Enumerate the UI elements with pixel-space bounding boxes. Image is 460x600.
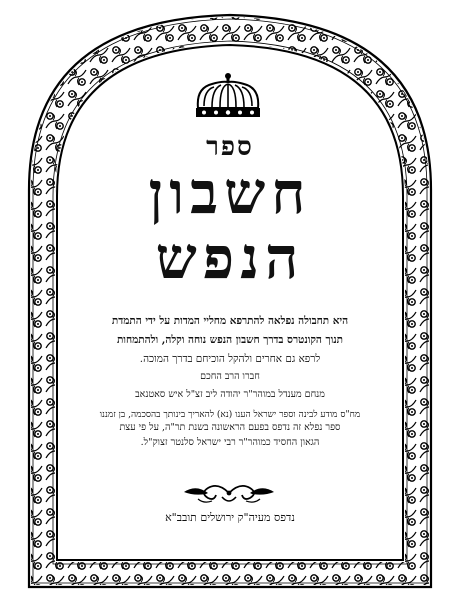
author-name: מנחם מענדל במוהר"ר יהודה ליב זצ"ל איש סאטנאב [135,389,325,400]
book-label: ספר [206,132,254,162]
edition-note-line-2: הגאון החסיד כמוהר"ר רבי ישראל סלנטר זצוק"ל. [140,437,320,448]
description-line-1: היא תחבולה נפלאה להתרפא מחליי המדות על ידי התמדת [111,315,349,327]
edition-note-line-1: ספר נפלא זה נדפס בפעם הראשונה בשנת תר"ה, על פי עצת [119,422,341,433]
description-line-3: לרפא גם אחרים ולהקל הוכיחם בדרך המוכה. [139,353,321,365]
author-works-note: מח"ס מודע לבינה וספר ישראל הענו (נא) להאריך בינותך בהסכמה, בן זמננו [99,410,361,420]
book-title-line-2: הנפש [155,224,305,292]
crown-icon [188,70,268,124]
description-line-2: תנוך הקונטרס בדרך חשבון הנפש נוחה וקלה, ולהתמחות [116,334,344,346]
flourish-ornament-icon [178,480,280,506]
author-intro: חברו הרב החכם [200,371,260,382]
printer-imprint: נדפס מעיה"ק ירושלים תובב"א [165,511,295,524]
book-title-line-1: חשבון [148,159,312,227]
